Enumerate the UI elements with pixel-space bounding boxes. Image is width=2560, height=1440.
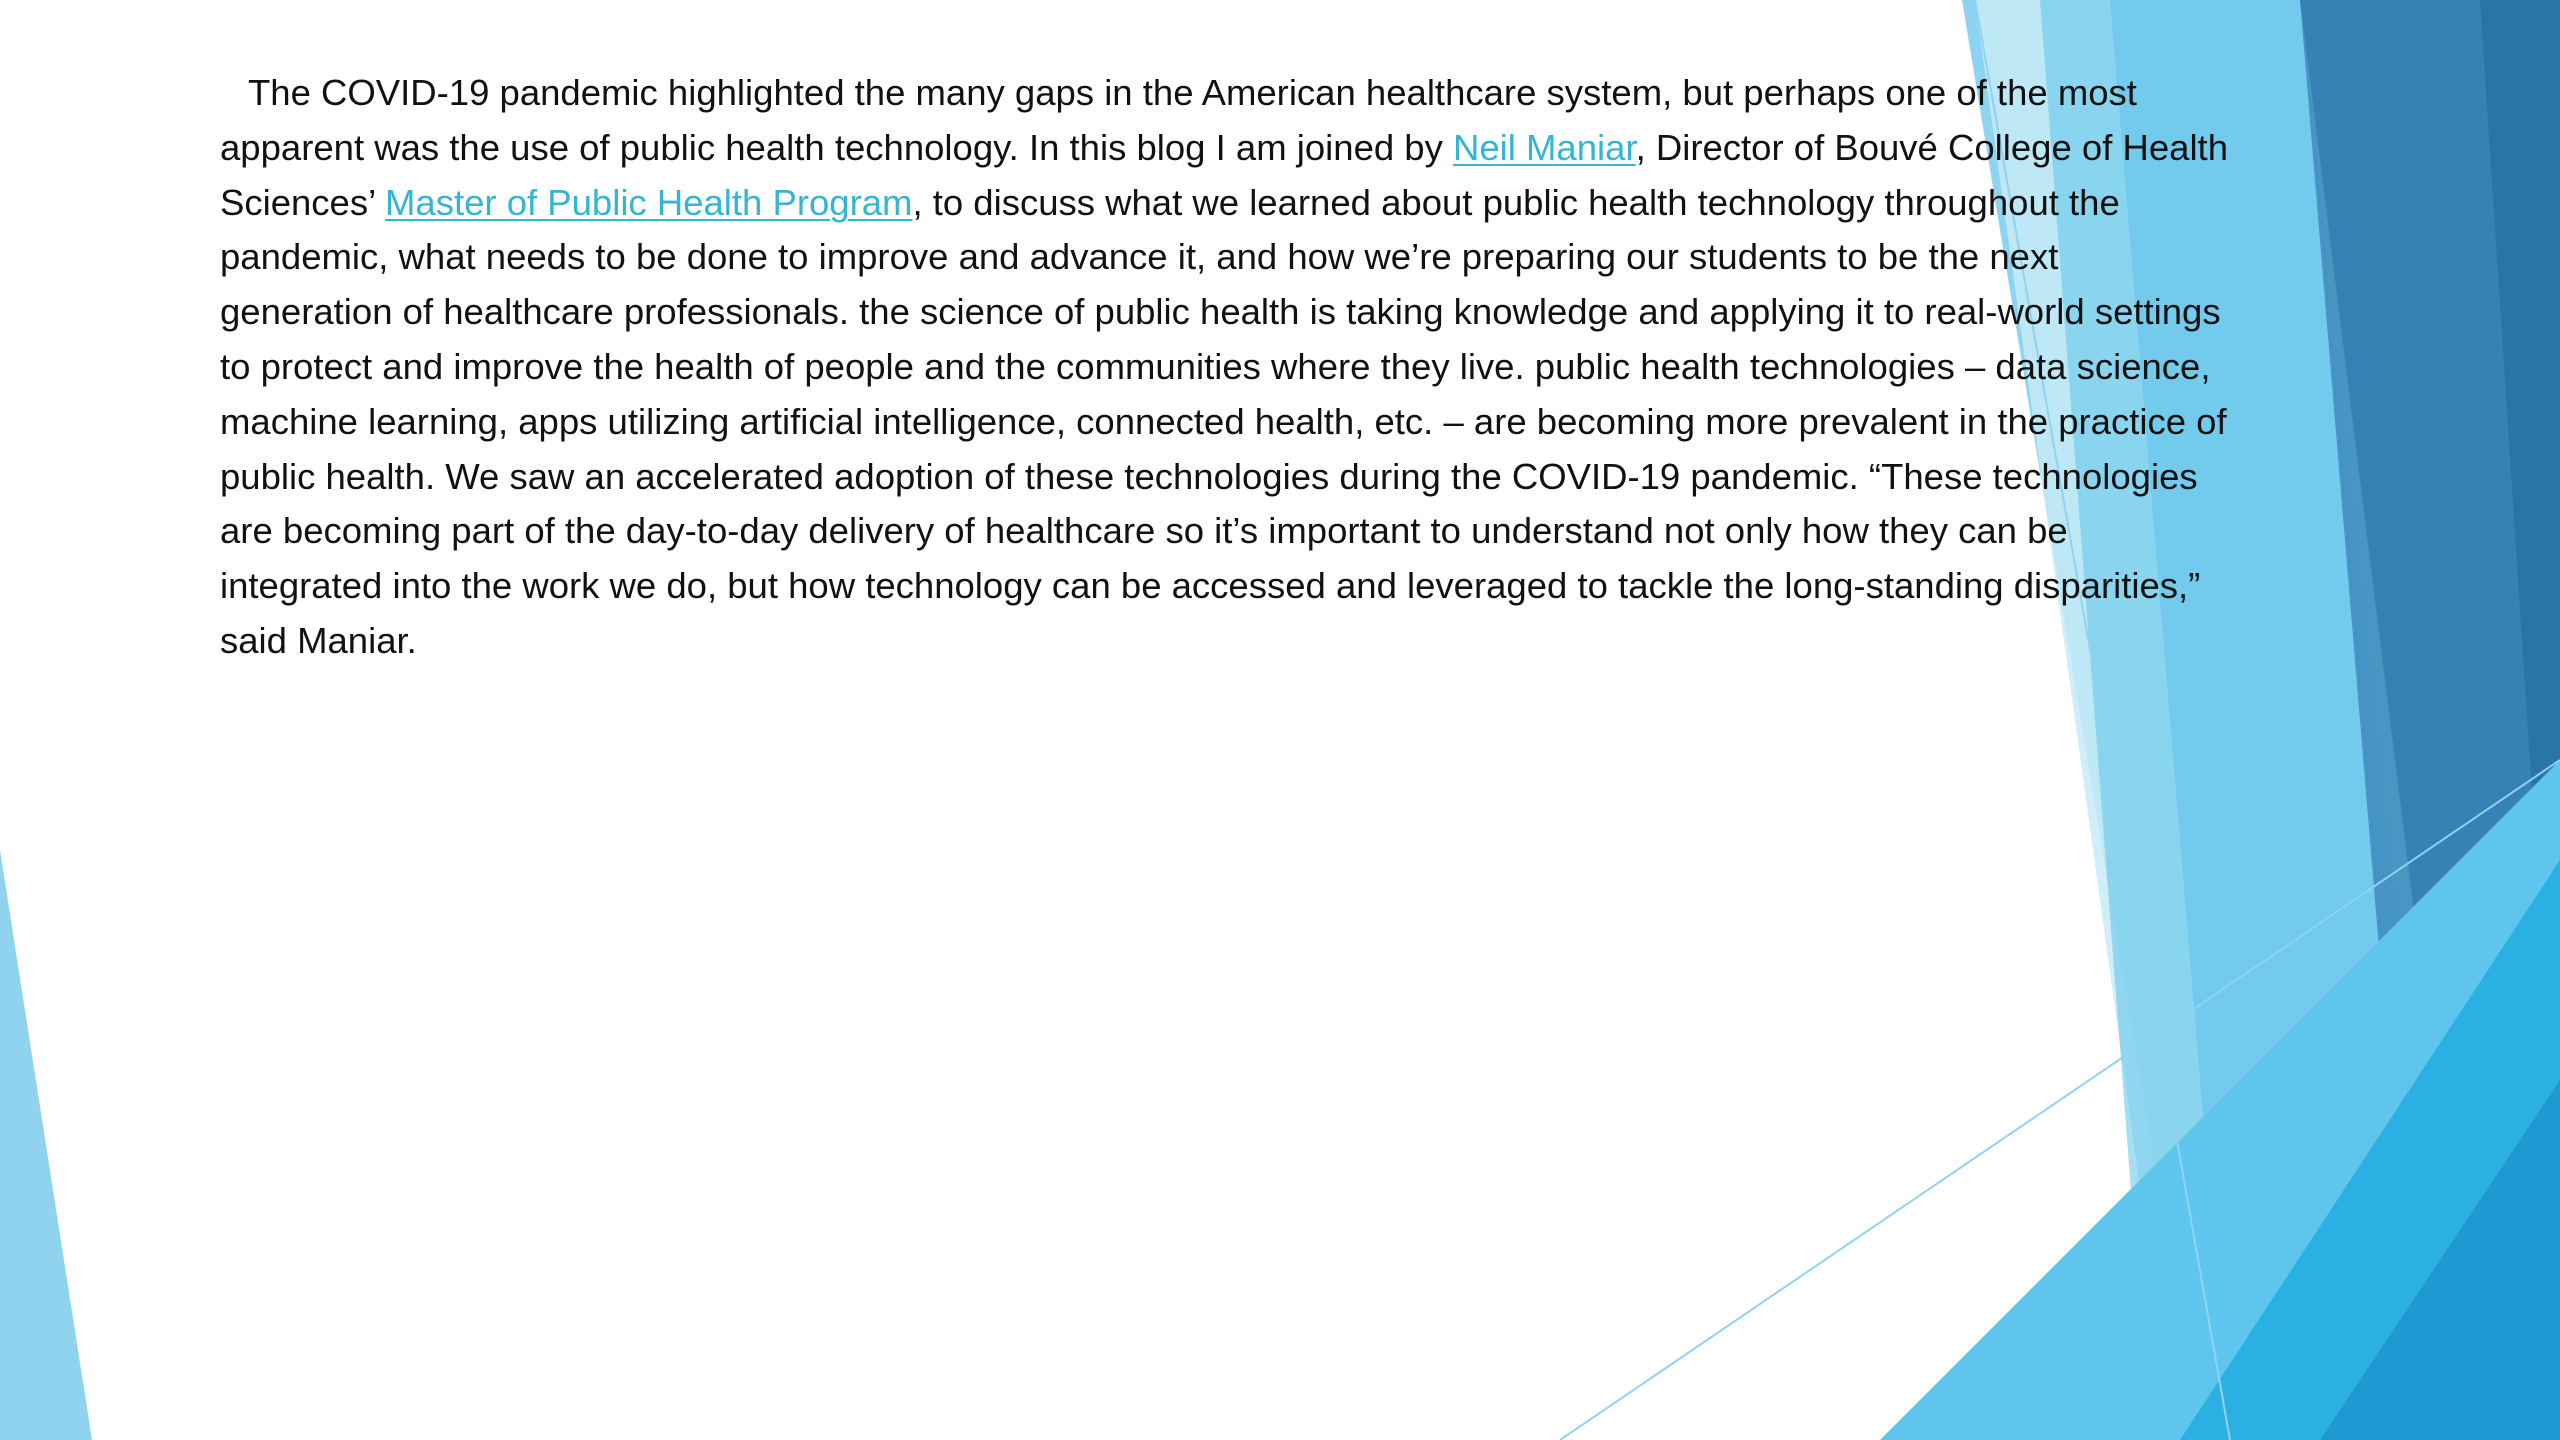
paragraph-text-part2: , Director of Bouvé College of Health Sciences’ <box>220 126 2228 223</box>
paragraph-text-part3: , to discuss what we learned about public health technology throughout the pandemic, what needs to be done to improve and advance it, and how we’re preparing our students to be the next generation of healthcare professionals. the science of public health is taking knowledge and applying it to real-world settings to protect and improve the health of people and the communities where they live. public health technologies – data science, machine learning, apps utilizing artificial intelligence, connected health, etc. – are becoming more prevalent in the practice of public health. We saw an accelerated adoption of these technologies during the COVID-19 pandemic. “These technologies are becoming part of the day-to-day delivery of healthcare so it’s important to understand not only how they can be integrated into the work we do, but how technology can be accessed and leveraged to tackle the long-standing disparities,” said Maniar. <box>220 181 2227 661</box>
neil-maniar-link[interactable]: Neil Maniar <box>1453 126 1636 168</box>
left-accent-shape <box>0 850 92 1440</box>
master-public-health-program-link[interactable]: Master of Public Health Program <box>385 181 913 223</box>
paragraph-text-part1: The COVID-19 pandemic highlighted the many gaps in the American healthcare system, but perhaps one of the most apparent was the use of public health technology. In this blog I am joined by <box>220 72 2137 168</box>
body-paragraph <box>220 66 2230 669</box>
